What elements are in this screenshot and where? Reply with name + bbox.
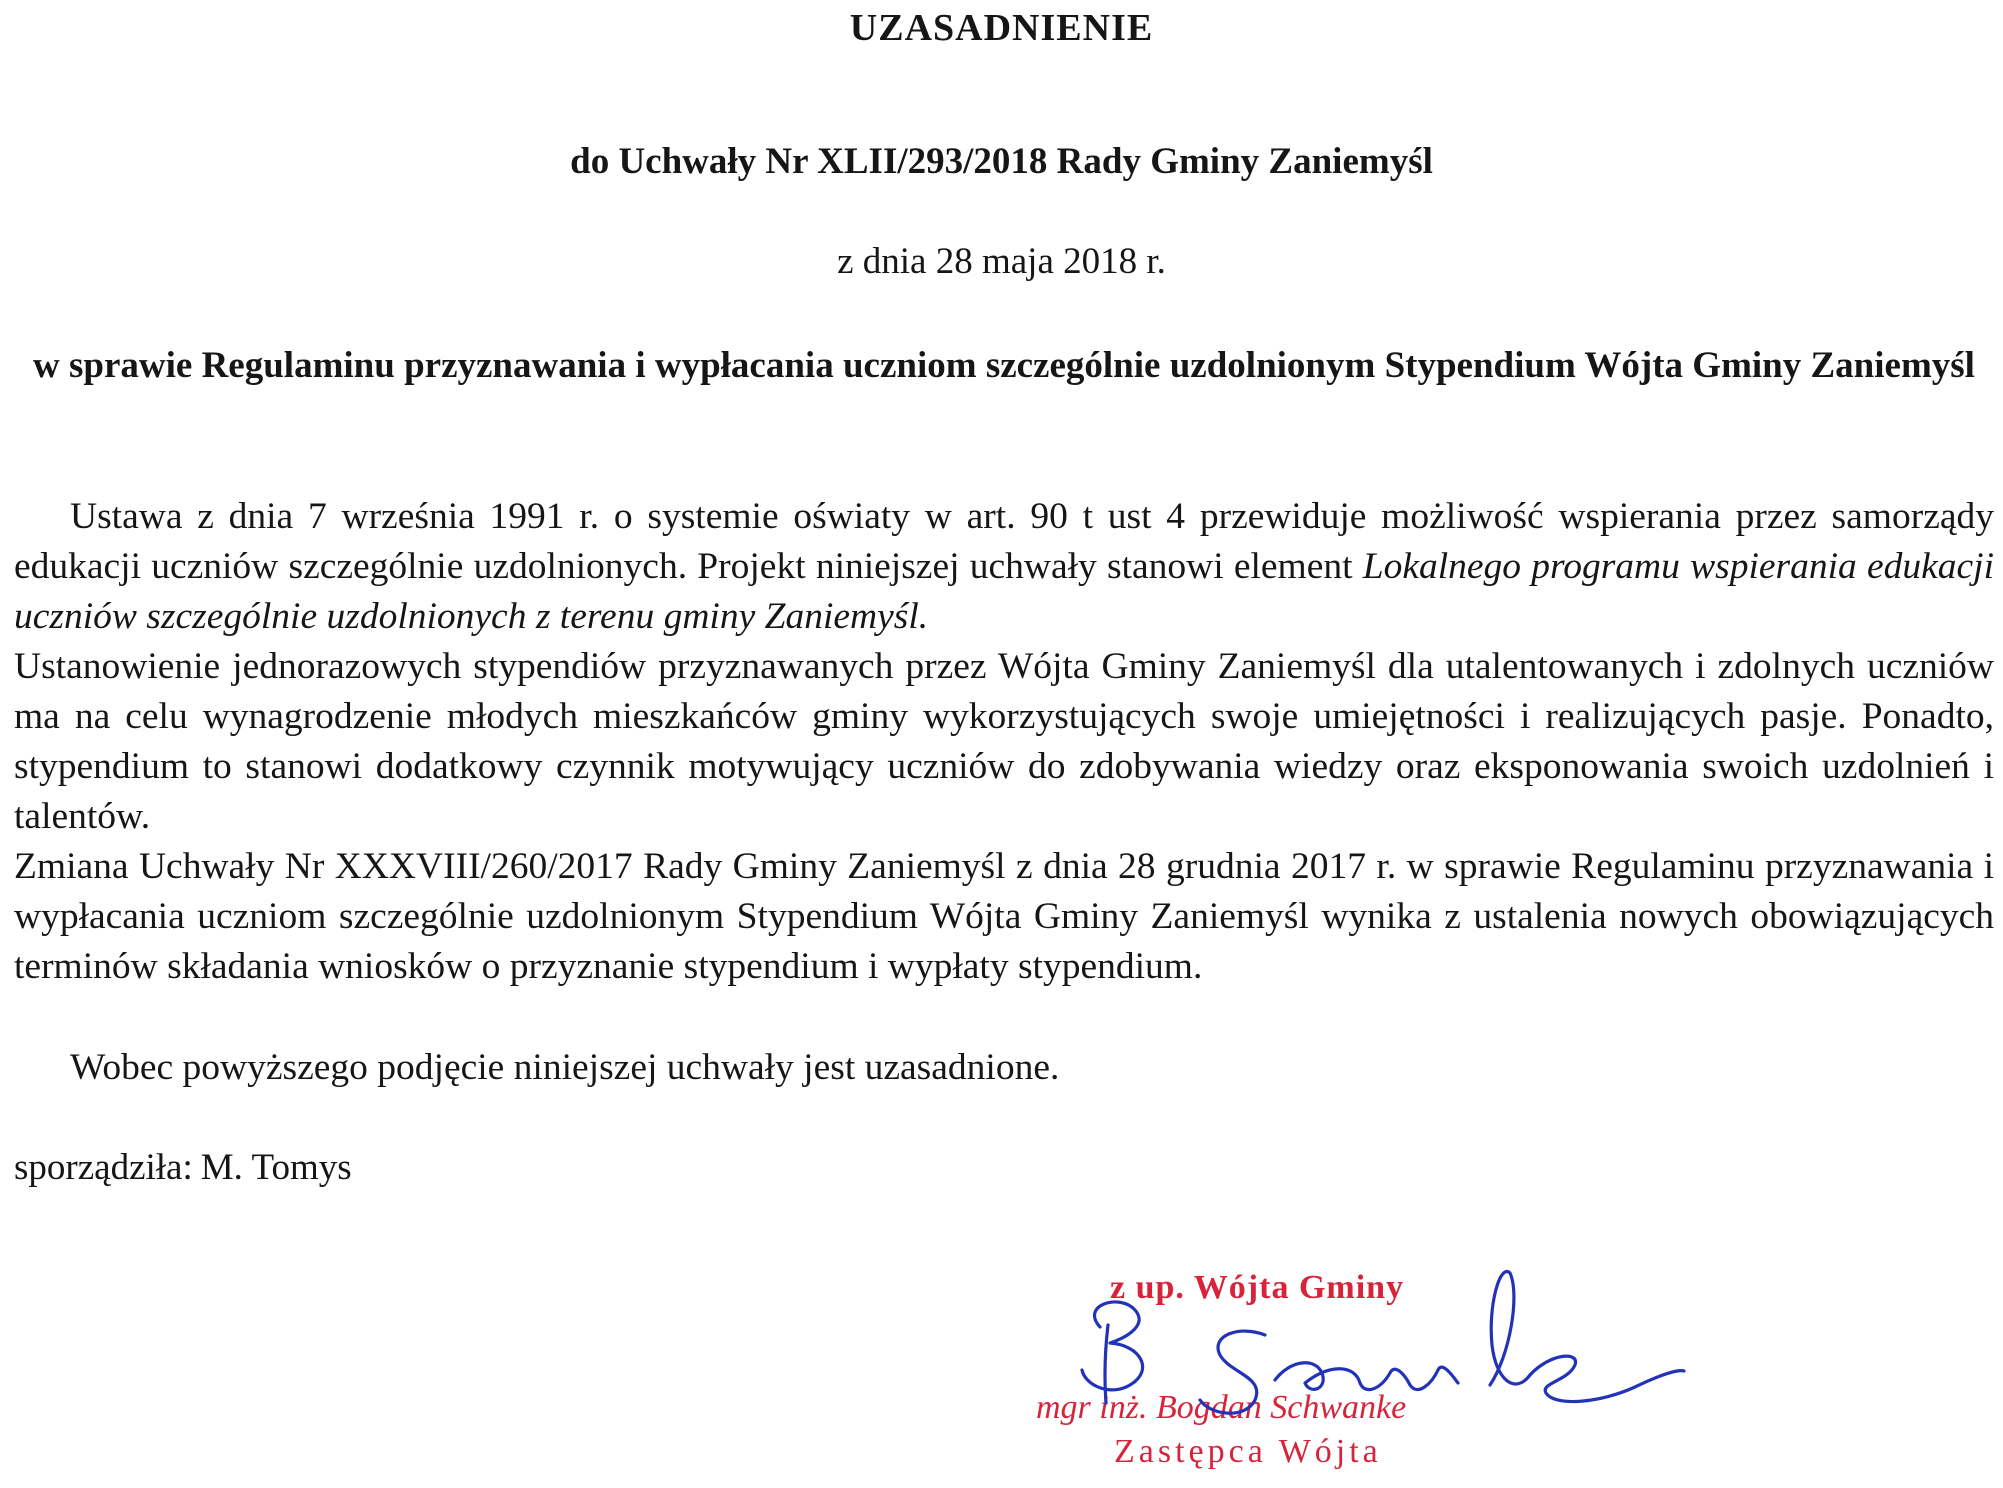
paragraph-2: Ustanowienie jednorazowych stypendiów przyznawanych przez Wójta Gminy Zaniemyśl dla utalentowanych i zdolnych uczniów ma na celu wynagrodzenie młodych mieszkańców gminy wykorzystujących swoje umiejętności i realizujących pasje. Ponadto, stypendium to stanowi dodatkowy czynnik motywujący uczniów do zdobywania wiedzy oraz eksponowania swoich uzdolnień i talentów. (14, 646, 1994, 837)
stamp-line-position: Zastępca Wójta (1114, 1433, 1382, 1470)
prepared-by-name: M. Tomys (200, 1147, 352, 1188)
prepared-by (14, 1146, 352, 1189)
stamp-line-authority: z up. Wójta Gminy (1110, 1269, 1405, 1306)
resolution-reference: do Uchwały Nr XLII/293/2018 Rady Gminy Zaniemyśl (570, 141, 1433, 182)
handwritten-signature-icon (1060, 1265, 1690, 1455)
paragraph-3: Zmiana Uchwały Nr XXXVIII/260/2017 Rady Gminy Zaniemyśl z dnia 28 grudnia 2017 r. w sprawie Regulaminu przyznawania i wypłacania uczniom szczególnie uzdolnionym Stypendium Wójta Gminy Zaniemyśl wynika z ustalenia nowych obowiązujących terminów składania wniosków o przyznanie stypendium i wypłaty stypendium. (14, 846, 1994, 987)
paragraph-4: Wobec powyższego podjęcie niniejszej uchwały jest uzasadnione. (70, 1047, 1060, 1088)
stamp-line-name: mgr inż. Bogdan Schwanke (1036, 1389, 1407, 1426)
paragraph-1-text: Ustawa z dnia 7 września 1991 r. o systemie oświaty w art. 90 t ust 4 przewiduje możliwość wspierania przez samorządy edukacji uczniów szczególnie uzdolnionych. Projekt niniejszej uchwały stanowi element (14, 496, 1994, 587)
prepared-by-label: sporządziła: (14, 1147, 193, 1188)
resolution-date: z dnia 28 maja 2018 r. (837, 241, 1166, 282)
document-title: UZASADNIENIE (849, 7, 1154, 49)
paragraph-1-program-name: Lokalnego programu wspierania edukacji uczniów szczególnie uzdolnionych z terenu gminy Zaniemyśl. (14, 546, 1994, 637)
resolution-subject: w sprawie Regulaminu przyznawania i wypłacania uczniom szczególnie uzdolnionym Stypendium Wójta Gminy Zaniemyśl (33, 345, 1975, 386)
paragraph-1 (14, 492, 1994, 642)
